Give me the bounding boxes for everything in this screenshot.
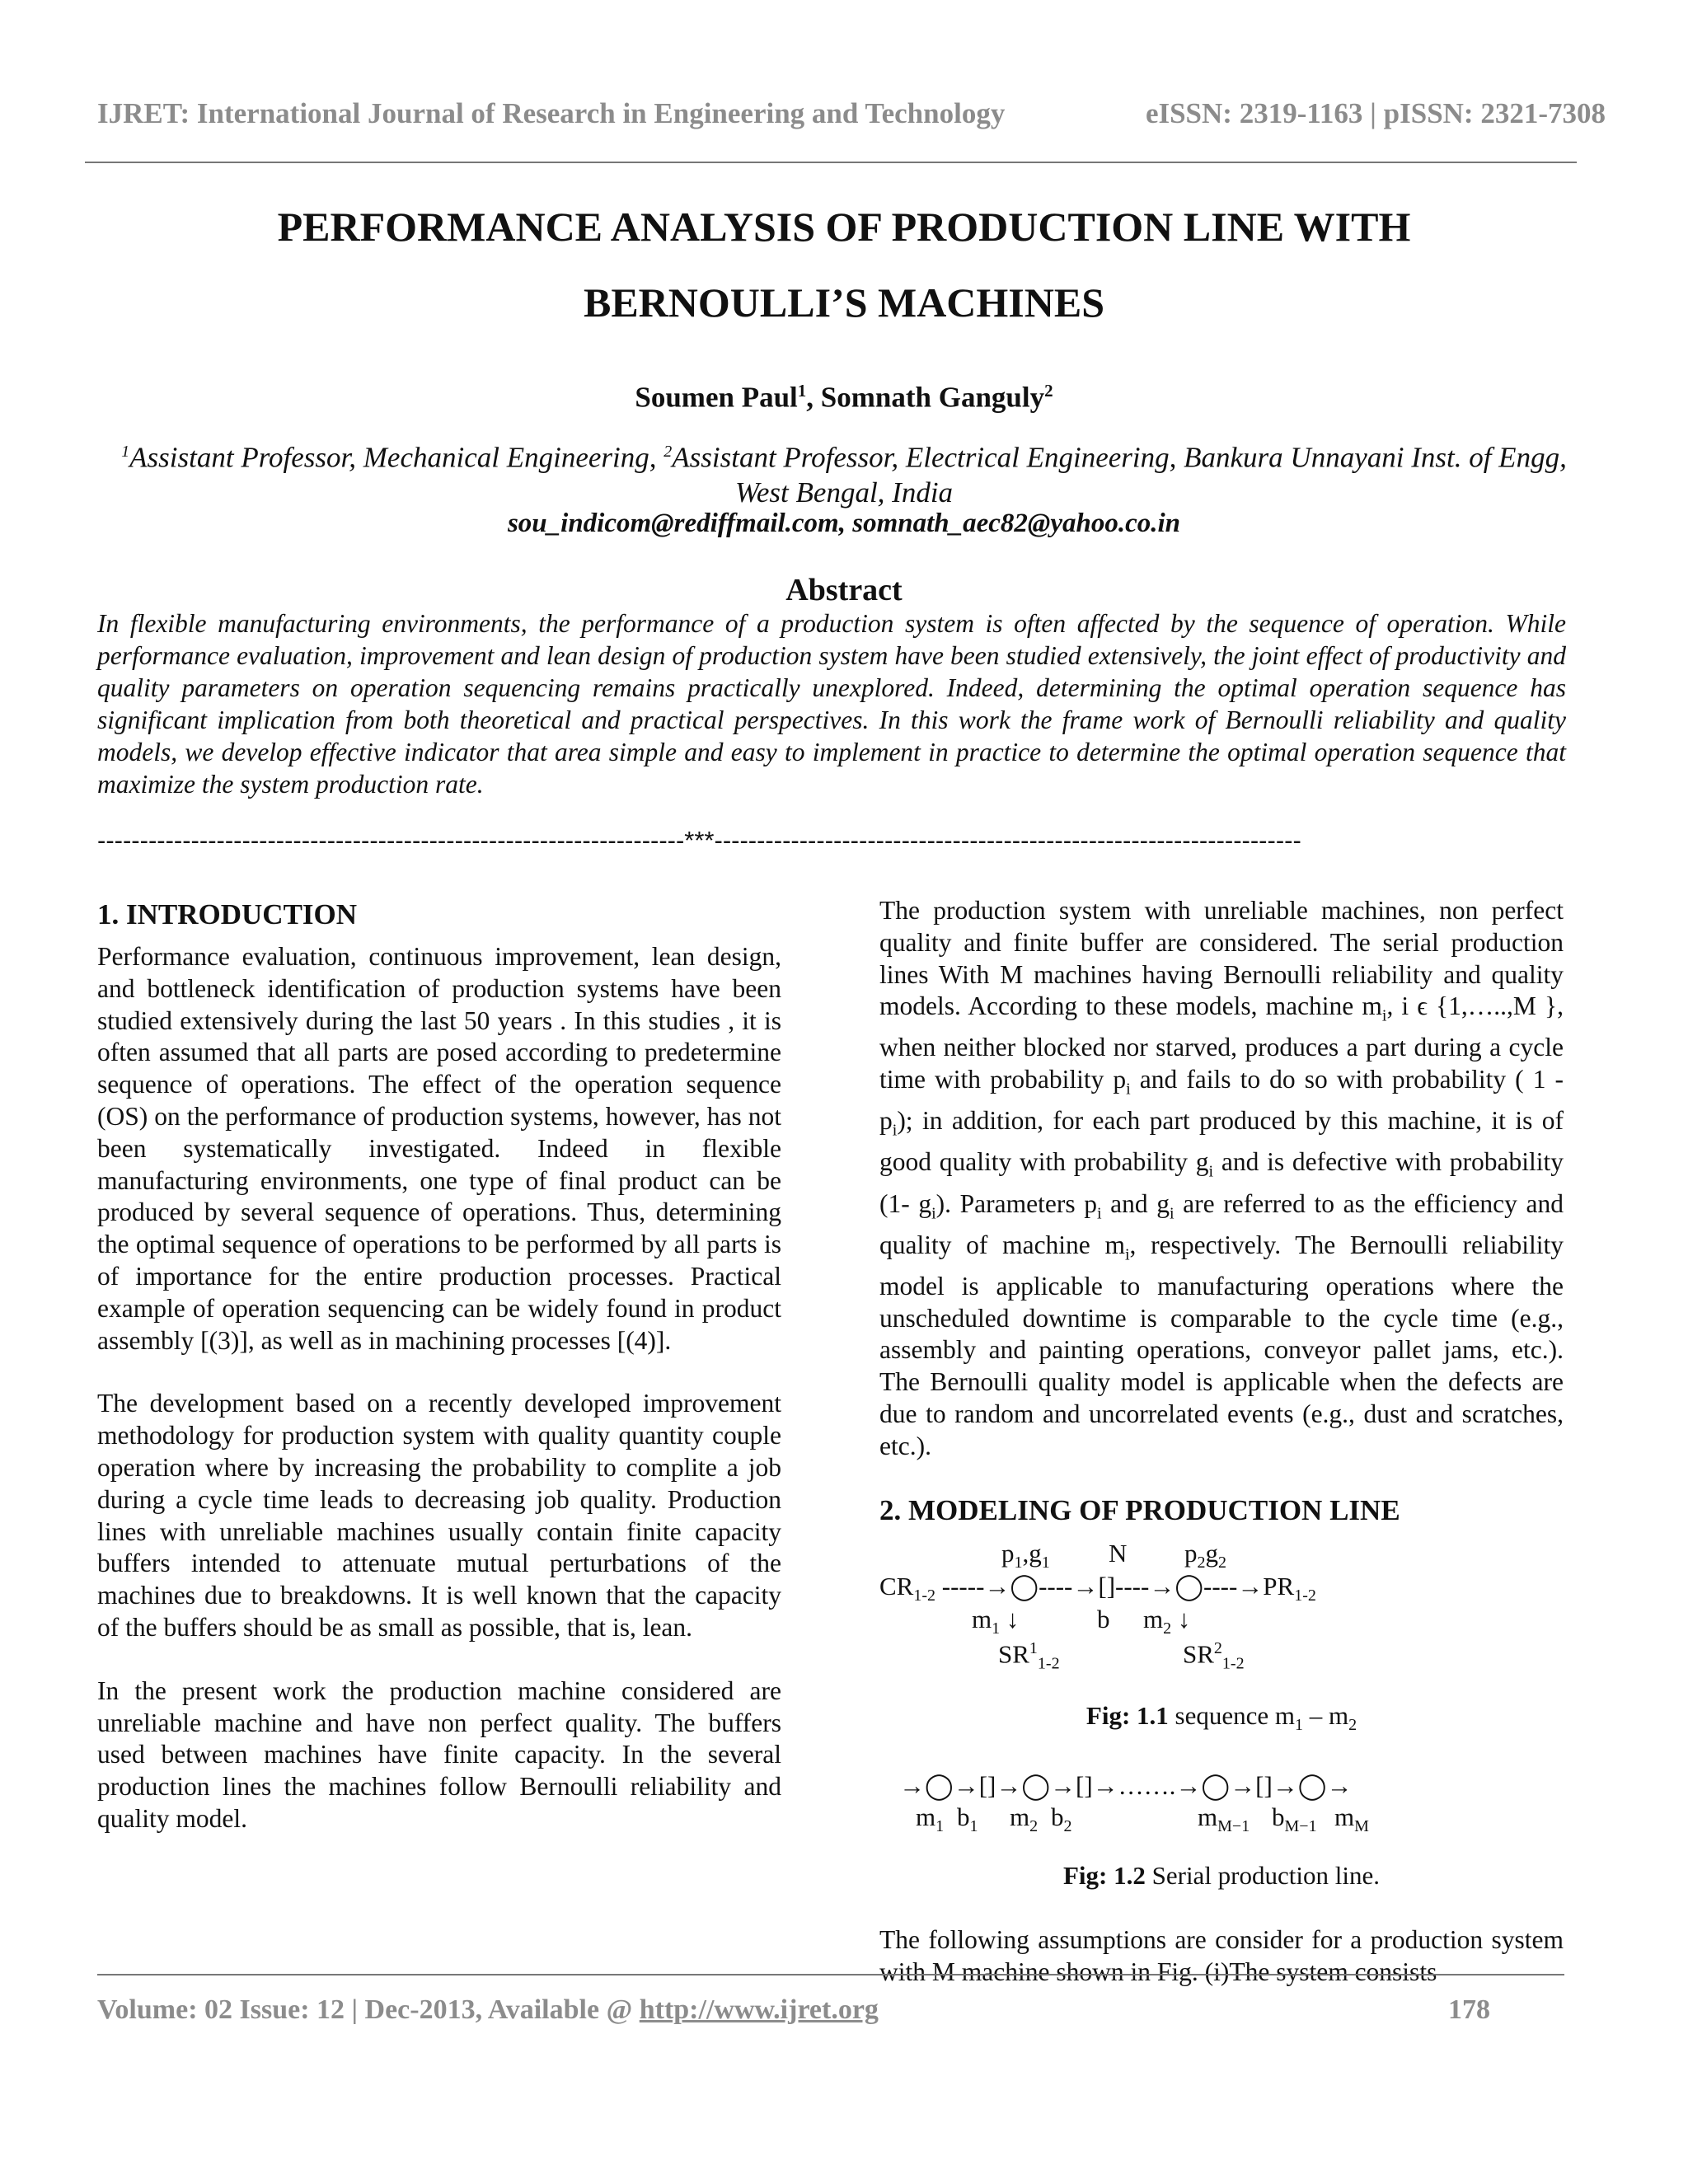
model-paragraph (879, 895, 1564, 1463)
affiliation-mark-1: 1 (121, 443, 130, 461)
text-run: sequence m (1168, 1700, 1295, 1730)
subscript: i (1208, 1162, 1214, 1181)
subscript: 1 (1041, 1553, 1050, 1572)
subscript: 1 (1014, 1553, 1023, 1572)
subscript: 2 (1163, 1619, 1172, 1638)
section-separator: ---------------------------------------------------------------------***--------------------------------------------------------------------- (97, 826, 1301, 855)
fig1-n-label: N (1109, 1538, 1128, 1568)
author-emails: sou_indicom@rediffmail.com, somnath_aec82@yahoo.co.in (507, 509, 1181, 538)
intro-heading: 1. INTRODUCTION (97, 898, 358, 930)
fig1-p1g1-label (1001, 1540, 1050, 1576)
text-run: , i ϵ {1,…..,M }, when neither blocked nor starved, produces a part during a cycle time with probability p (879, 991, 1564, 1094)
subscript: 1 (935, 1816, 945, 1835)
journal-name: IJRET: International Journal of Research in Engineering and Technology (97, 97, 1006, 129)
text-run: Volume: 02 Issue: 12 | Dec-2013, Available @ (97, 1994, 640, 2025)
header-divider (85, 162, 1577, 163)
figure-1-2-caption (879, 1860, 1564, 1892)
fig2-flow-line: →◯→[]→◯→[]→…….→◯→[]→◯→ (899, 1770, 1353, 1800)
fig2-b2-label (1051, 1804, 1072, 1840)
assumptions-paragraph: The following assumptions are consider for a production system with M machine shown in Fig. (i)The system consists (879, 1925, 1564, 1987)
author-2: Somnath Ganguly (820, 381, 1045, 414)
fig2-m-m1-label (1198, 1804, 1250, 1840)
text-run: p (1001, 1538, 1015, 1568)
paper-title-line-1: PERFORMANCE ANALYSIS OF PRODUCTION LINE WITH (277, 204, 1411, 250)
text-run: g (1205, 1538, 1218, 1568)
subscript: 2 (1348, 1715, 1357, 1734)
subscript: 1-2 (913, 1586, 936, 1605)
intro-paragraph-1: Performance evaluation, continuous improvement, lean design, and bottleneck identification of production systems have been studied extensively during the last 50 years . In this studies , it is often assumed that all parts are posed according to predetermine sequence of operations. The effect of the operation sequence (OS) on the performance of production systems, however, has not been systematically investigated. Indeed in flexible manufacturing environments, one type of final product can be produced by several sequence of operations. Thus, determining the optimal sequence of operations to be performed by all parts is of importance for the entire production processes. Practical example of operation sequencing can be widely found in product assembly [(3)], as well as in machining processes [(4)]. (97, 942, 781, 1355)
author-1: Soumen Paul (635, 381, 798, 414)
down-arrow-icon: ↓ (1177, 1604, 1191, 1633)
journal-link[interactable]: http://www.ijret.org (639, 1994, 879, 2025)
subscript: M (1354, 1816, 1369, 1835)
abstract-heading: Abstract (785, 573, 903, 607)
volume-info (97, 1994, 879, 2026)
affiliation-mark-2: 2 (663, 443, 673, 461)
text-run: m (972, 1604, 992, 1633)
subscript: 2 (1197, 1553, 1206, 1572)
author-separator: , (806, 381, 821, 414)
fig2-m1-label (916, 1804, 944, 1840)
fig2-b1-label (957, 1804, 978, 1840)
text-run: ). Parameters p (935, 1188, 1097, 1218)
abstract-text: In flexible manufacturing environments, the performance of a production system is often affected by the sequence of operation. While performance evaluation, improvement and lean design of production system have been studied extensively, the joint effect of productivity and quality parameters on operation sequencing remains practically unexplored. Indeed, determining the optimal operation sequence has significant implication from both theoretical and practical perspectives. In this work the frame work of Bernoulli reliability and quality models, we develop effective indicator that area simple and easy to implement in practice to determine the optimal operation sequence that maximize the system production rate. (97, 609, 1566, 799)
subscript: 1-2 (1294, 1586, 1316, 1605)
text-run: b (1051, 1802, 1064, 1831)
subscript: 1-2 (1037, 1654, 1060, 1673)
fig1-flow-line (879, 1573, 1316, 1609)
subscript: M−1 (1284, 1816, 1317, 1835)
text-run: m (1010, 1802, 1030, 1831)
text-run: SR (998, 1638, 1029, 1668)
caption-label: Fig: 1.2 (1063, 1860, 1146, 1890)
text-run: ); in addition, for each part produced by this machine, it is of good quality with probability g (879, 1106, 1564, 1177)
text-run: m (1334, 1802, 1355, 1831)
superscript: 2 (1213, 1638, 1222, 1657)
issn-info: eISSN: 2319-1163 | pISSN: 2321-7308 (1145, 97, 1606, 129)
text-run: are referred to as the efficiency and quality of machine m (879, 1188, 1564, 1259)
affiliations (111, 434, 1577, 510)
text-run: , respectively. The Bernoulli reliability model is applicable to manufacturing operations where the unscheduled downtime is comparable to the cycle time (e.g., assembly and painting operations, conveyor pallet jams, etc.). The Bernoulli quality model is applicable when the defects are due to random and uncorrelated events (e.g., dust and scratches, etc.). (879, 1230, 1564, 1460)
text-run: m (1198, 1802, 1218, 1831)
text-run: b (957, 1802, 970, 1831)
footer-divider (97, 1974, 1564, 1975)
affiliation-2: Assistant Professor, Electrical Engineering, Bankura Unnayani Inst. of Engg, West Bengal, India (672, 441, 1567, 509)
text-run: ,g (1022, 1538, 1042, 1568)
text-run: -----→◯----→[]----→◯----→PR (941, 1571, 1295, 1601)
text-run: and fails to do so with probability ( 1 - p (879, 1065, 1564, 1136)
text-run: m (1143, 1604, 1164, 1633)
page-number: 178 (1448, 1994, 1490, 2025)
author-2-mark: 2 (1044, 381, 1053, 401)
text-run: The production system with unreliable machines, non perfect quality and finite buffer are considered. The serial production lines With M machines having Bernoulli reliability and quality models. According to these models, machine m (879, 896, 1564, 1021)
subscript: 1 (992, 1619, 1001, 1638)
text-run: and is defective with probability (1- g (879, 1147, 1564, 1218)
subscript: i (1169, 1203, 1175, 1222)
running-header (97, 97, 1606, 137)
text-run: and g (1101, 1188, 1170, 1218)
subscript: i (1096, 1203, 1102, 1222)
text-run: CR (879, 1571, 914, 1601)
subscript: 1-2 (1221, 1654, 1245, 1673)
subscript: i (892, 1121, 898, 1140)
figure-1-2-diagram (879, 1769, 1564, 1835)
caption-label: Fig: 1.1 (1085, 1700, 1169, 1730)
right-column (879, 895, 1564, 2020)
text-run: p (1184, 1538, 1198, 1568)
affiliation-1: Assistant Professor, Mechanical Engineering, (129, 441, 664, 474)
subscript: i (1124, 1244, 1130, 1263)
fig1-sr2-label (1183, 1636, 1245, 1677)
fig1-sr1-label (998, 1636, 1060, 1677)
fig1-buffer-label: b (1097, 1604, 1110, 1633)
superscript: 1 (1029, 1638, 1038, 1657)
paper-title-line-2: BERNOULLI’S MACHINES (583, 279, 1105, 326)
text-run: SR (1183, 1638, 1214, 1668)
subscript: i (931, 1203, 936, 1222)
fig2-m2-label (1010, 1804, 1038, 1840)
text-run: b (1272, 1802, 1285, 1831)
subscript: 1 (1294, 1715, 1303, 1734)
down-arrow-icon: ↓ (1006, 1604, 1020, 1633)
subscript: 2 (1218, 1553, 1226, 1572)
modeling-heading: 2. MODELING OF PRODUCTION LINE (879, 1493, 1400, 1526)
figure-1-1-diagram (879, 1537, 1564, 1673)
fig2-b-m1-label (1272, 1804, 1317, 1840)
fig1-p2g2-label (1184, 1540, 1226, 1576)
text-run: Serial production line. (1145, 1860, 1380, 1890)
left-column (97, 895, 781, 1867)
subscript: 2 (1063, 1816, 1072, 1835)
running-footer (97, 1994, 1490, 2026)
subscript: 2 (1029, 1816, 1039, 1835)
figure-1-1-caption (879, 1700, 1564, 1741)
intro-paragraph-3: In the present work the production machine considered are unreliable machine and have non perfect quality. The buffers used between machines have finite capacity. In the several production lines the machines follow Bernoulli reliability and quality model. (97, 1675, 781, 1833)
text-run: m (916, 1802, 936, 1831)
subscript: 1 (969, 1816, 978, 1835)
intro-paragraph-2: The development based on a recently developed improvement methodology for production system with quality quantity couple operation where by increasing the probability to complite a job during a cycle time leads to decreasing job quality. Production lines with unreliable machines usually contain finite capacity buffers intended to attenuate mutual perturbations of the machines due to breakdowns. It is well known that the capacity of the buffers should be as small as possible, that is, lean. (97, 1389, 781, 1642)
subscript: M−1 (1217, 1816, 1250, 1835)
author-list (0, 381, 1688, 415)
subscript: i (1126, 1080, 1131, 1099)
subscript: i (1381, 1006, 1387, 1025)
text-run: – m (1302, 1700, 1349, 1730)
fig2-m-m-label (1334, 1804, 1369, 1840)
author-1-mark: 1 (797, 381, 807, 401)
